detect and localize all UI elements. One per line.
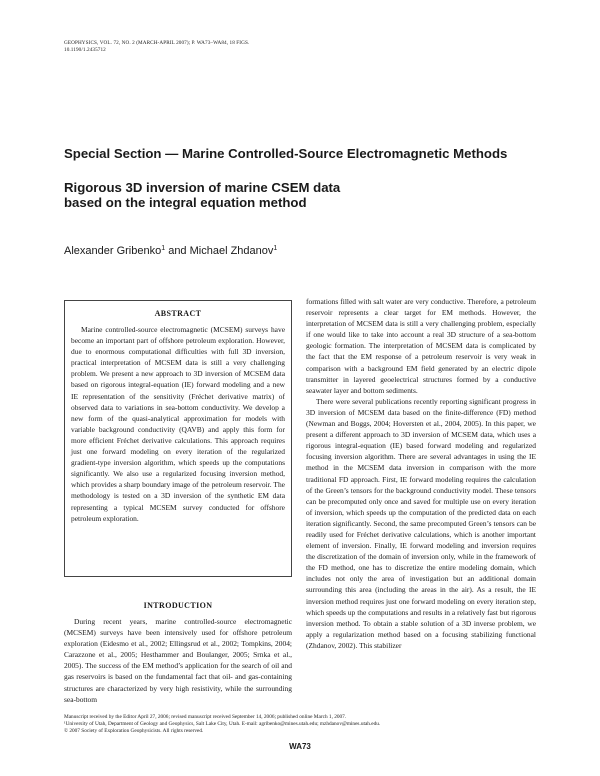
right-column [306,296,536,651]
abstract-text [71,324,285,524]
abstract-heading: ABSTRACT [154,309,202,318]
author-name: Michael Zhdanov [189,245,274,257]
footnotes [64,714,534,735]
author-conjunction: and [165,245,190,257]
affiliation-marker: 1 [161,245,166,252]
authors [64,245,277,257]
introduction-heading: INTRODUCTION [143,601,213,610]
paper-title-line-2: based on the integral equation method [64,195,307,210]
body-paragraph: There were several publications recently reporting significant progress in 3D inversion of MCSEM data based on the finite-difference (FD) method (Newman and Boggs, 2004; Hoversten et al., 2004, 2005). In this paper, we present a different approach to 3D inversion of MCSEM data, which uses a rigorous integral-equation (IE) based forward modeling and regularized focusing inversion algorithm. There are several advantages in using the IE method in the MCSEM data inversion in comparison with the more traditional FD approach. First, IE forward modeling requires the calculation of the Green’s tensors for the background conductivity model. These tensors can be precomputed only once and saved for multiple use on every iteration of inversion, which speeds up the computation of the predicted data on each iteration significantly. Second, the same precomputed Green’s tensors can be readily used for Fréchet derivative calculations, which is another important element of inversion. Finally, IE forward modeling and inversion requires the discretization of the domain of inversion only, while in the framework of the FD method, one has to discretize the entire modeling domain, which includes not only the area of investigation but an additional domain surrounding this area (including the areas in the air). As a result, the IE inversion method requires just one forward modeling on every iteration step, which speeds up the computations and results in a relatively fast but rigorous inversion method. To obtain a stable solution of a 3D inverse problem, we apply a regularization method based on a focusing stabilizing functional (Zhdanov, 2002). This stabilizer [306,396,536,650]
author-affiliation: ¹University of Utah, Department of Geology and Geophysics, Salt Lake City, Utah. E-mail: agribenko@mines.utah.edu; mzhdanov@mines.utah.edu. [64,721,381,728]
body-paragraph: formations filled with salt water are very conductive. Therefore, a petroleum reservoir represents a clear target for EM methods. However, the interpretation of MCSEM data is still a very challenging problem, especially if one would like to take into account a real 3D structure of a sea-bottom geologic formation. The interpretation of MCSEM data is complicated by the fact that the EM response of a petroleum reservoir is very weak in comparison with a background EM field generated by an electric dipole transmitter in layered geoelectrical structures formed by a conductive seawater layer and bottom sediments. [306,297,536,395]
paper-title-line-1: Rigorous 3D inversion of marine CSEM data [64,180,341,195]
introduction-paragraph: During recent years, marine controlled-source electromagnetic (MCSEM) surveys have been intensively used for offshore petroleum exploration (Eidesmo et al., 2002; Ellingsrud et al., 2002; Tompkins, 2004; Carazzone et al., 2005; Hesthammer and Boulanger, 2005; Srnka et al., 2005). The success of the EM method’s application for the search of oil and gas reservoirs is based on the fundamental fact that oil- and gas-containing structures are characterized by very high resistivity, while the surrounding sea-bottom [64,617,292,704]
abstract-paragraph: Marine controlled-source electromagnetic (MCSEM) surveys have become an important part of offshore petroleum exploration. However, due to enormous computational difficulties with full 3D inversion, practical interpretation of MCSEM data is still a very challenging problem. We present a new approach to 3D inversion of MCSEM data based on rigorous integral-equation (IE) forward modeling and a new IE representation of the sensitivity (Fréchet derivative matrix) of observed data to variations in sea-bottom conductivity. We develop a new form of the quasi-analytical approximation for models with variable background conductivity (QAVB) and apply this form for more efficient Fréchet derivative calculations. This approach requires just one forward modeling on every iteration of the regularized gradient-type inversion algorithm, which speeds up the computations significantly. We also use a regularized focusing inversion method, which provides a sharp boundary image of the petroleum reservoir. The methodology is tested on a 3D inversion of the synthetic EM data representing a typical MCSEM survey conducted for offshore petroleum exploration. [71,325,285,523]
copyright-notice: © 2007 Society of Exploration Geophysicists. All rights reserved. [64,728,204,735]
manuscript-dates: Manuscript received by the Editor April 27, 2006; revised manuscript received September 14, 2006; published online March 1, 2007. [64,714,347,720]
journal-header [64,40,249,54]
introduction-text [64,616,292,705]
author-name: Alexander Gribenko [64,245,162,257]
doi: 10.1190/1.2435712 [64,47,106,53]
paper-title [64,180,340,210]
section-title: Special Section — Marine Controlled-Source Electromagnetic Methods [64,146,508,161]
affiliation-marker: 1 [273,245,278,252]
journal-citation: GEOPHYSICS, VOL. 72, NO. 2 (MARCH-APRIL 2007); P. WA73–WA84, 18 FIGS. [64,40,250,46]
page-number: WA73 [289,742,311,751]
